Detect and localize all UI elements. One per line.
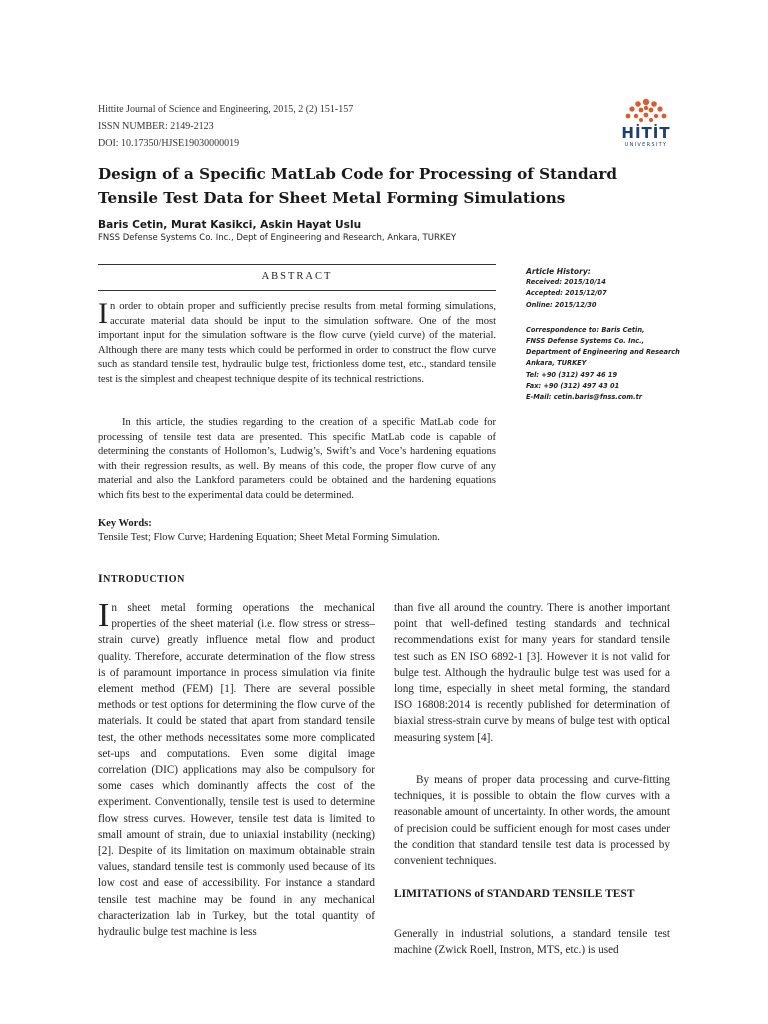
introduction-drop-cap: I [98,597,110,634]
correspondence-fax: Fax: +90 (312) 497 43 01 [526,381,620,390]
introduction-heading [98,571,185,586]
paper-title: Design of a Specific MatLab Code for Processing of Standard Tensile Test Data for Sheet Metal Forming Simulations [98,165,618,207]
correspondence-line: Department of Engineering and Research [526,348,680,357]
online-date: Online: 2015/12/30 [526,300,597,309]
correspondence-label: Correspondence to: Baris Cetin, [526,325,645,334]
introduction-heading-initial: I [98,571,104,585]
introduction-right-paragraph-2: By means of proper data processing and curve-fitting techniques, it is possible to obtain the flow curves with a reasonable amount of uncertainty. In other words, the amount of precision could be sufficient enough for most cases under the condition that standard tensile test data is processed by convenient techniques. [394,774,670,868]
accepted-date: Accepted: 2015/12/07 [526,289,607,298]
abstract-top-rule [98,264,496,265]
logo-subtitle: UNIVERSITY [624,142,668,148]
abstract-paragraph-2: In this article, the studies regarding to the creation of a specific MatLab code for processing of tensile test data are presented. This specific MatLab code is capable of determining the constants of Hollomon’s, Ludwig’s, Swift’s and Voce’s hardening equations with their regression results, as well. By means of this code, the proper flow curve of any material and also the Lankford parameters could be obtained and the hardening equations which fits best to the experimental data could be determined. [98,417,496,501]
correspondence-line: Ankara, TURKEY [526,359,587,368]
article-sidebar [526,266,696,403]
abstract-paragraph-1 [98,297,496,388]
journal-doi: DOI: 10.17350/HJSE19030000019 [98,138,240,149]
keywords-text: Tensile Test; Flow Curve; Hardening Equation; Sheet Metal Forming Simulation. [98,532,440,543]
hitit-university-logo [616,96,676,152]
journal-citation: Hittite Journal of Science and Engineering, 2015, 2 (2) 151-157 [98,104,354,115]
keywords-label: Key Words: [98,518,152,529]
abstract-bottom-rule [98,290,496,291]
introduction-right-paragraph-1: than five all around the country. There is another important point that well-defined testing standards and technical recommendations exist for many years for standard tensile test such as EN ISO 6892-1 [3]. However it is not valid for bulge test. Although the hydraulic bulge test was used for a long time, especially in sheet metal forming, the standard ISO 16808:2014 is recently published for determination of biaxial stress-strain curve by means of bulge test with optical measuring system [4]. [394,602,670,744]
introduction-heading-rest: NTRODUCTION [103,574,185,585]
abstract-heading: ABSTRACT [261,271,333,282]
logo-wordmark: HİTİT [621,124,671,142]
correspondence-line: FNSS Defense Systems Co. Inc., [526,337,645,346]
correspondence-tel: Tel: +90 (312) 497 46 19 [526,370,618,379]
correspondence-email[interactable]: E-Mail: cetin.baris@fnss.com.tr [526,393,643,402]
abstract-drop-cap: I [98,297,108,330]
received-date: Received: 2015/10/14 [526,278,606,287]
introduction-left-column [98,597,375,940]
limitations-paragraph-1: Generally in industrial solutions, a standard tensile test machine (Zwick Roell, Instron, MTS, etc.) is used [394,928,670,957]
logo-emblem-icon [616,96,676,126]
introduction-left-text: n sheet metal forming operations the mechanical properties of the sheet material (i.e. flow stress or stress–strain curve) greatly influence metal flow and product quality. Therefore, accurate determination of the flow stress is of paramount importance in process simulation via finite element method (FEM) [1]. There are several possible methods or test options for determining the flow curve of the materials. It could be stated that apart from standard tensile test, the other methods necessitates some more complicated set-ups and computations. Even some digital image correlation (DIC) applications may also be compulsory for some cases which dominantly affects the cost of the experiment. Conventionally, tensile test is used to determine flow stress curves. However, tensile test data is limited to small amount of strain, due to uniaxial instability (necking) [2]. Despite of its limitation on maximum obtainable strain values, standard tensile test is commonly used because of its low cost and ease of accessibility. For instance a standard tensile test machine may be found in any mechanical characterization lab in Turkey, but the total quantity of hydraulic bulge test machine is less [98,602,375,939]
author-list: Baris Cetin, Murat Kasikci, Askin Hayat Uslu [98,219,362,231]
limitations-heading: LIMITATIONS of STANDARD TENSILE TEST [394,888,635,900]
article-history-heading: Article History: [526,267,591,276]
affiliation: FNSS Defense Systems Co. Inc., Dept of Engineering and Research, Ankara, TURKEY [98,233,457,243]
abstract-paragraph-1-text: n order to obtain proper and sufficiently precise results from metal forming simulations, accurate material data should be input to the simulation software. One of the most important input for the simulation software is the flow curve (yield curve) of the material. Although there are many tests which could be performed in order to construct the flow curve such as standard tensile test, hydraulic bulge test, frictionless dome test, etc., standard tensile test is the simplest and cheapest technique despite of its technical restrictions. [98,301,496,385]
journal-issn: ISSN NUMBER: 2149-2123 [98,121,214,132]
